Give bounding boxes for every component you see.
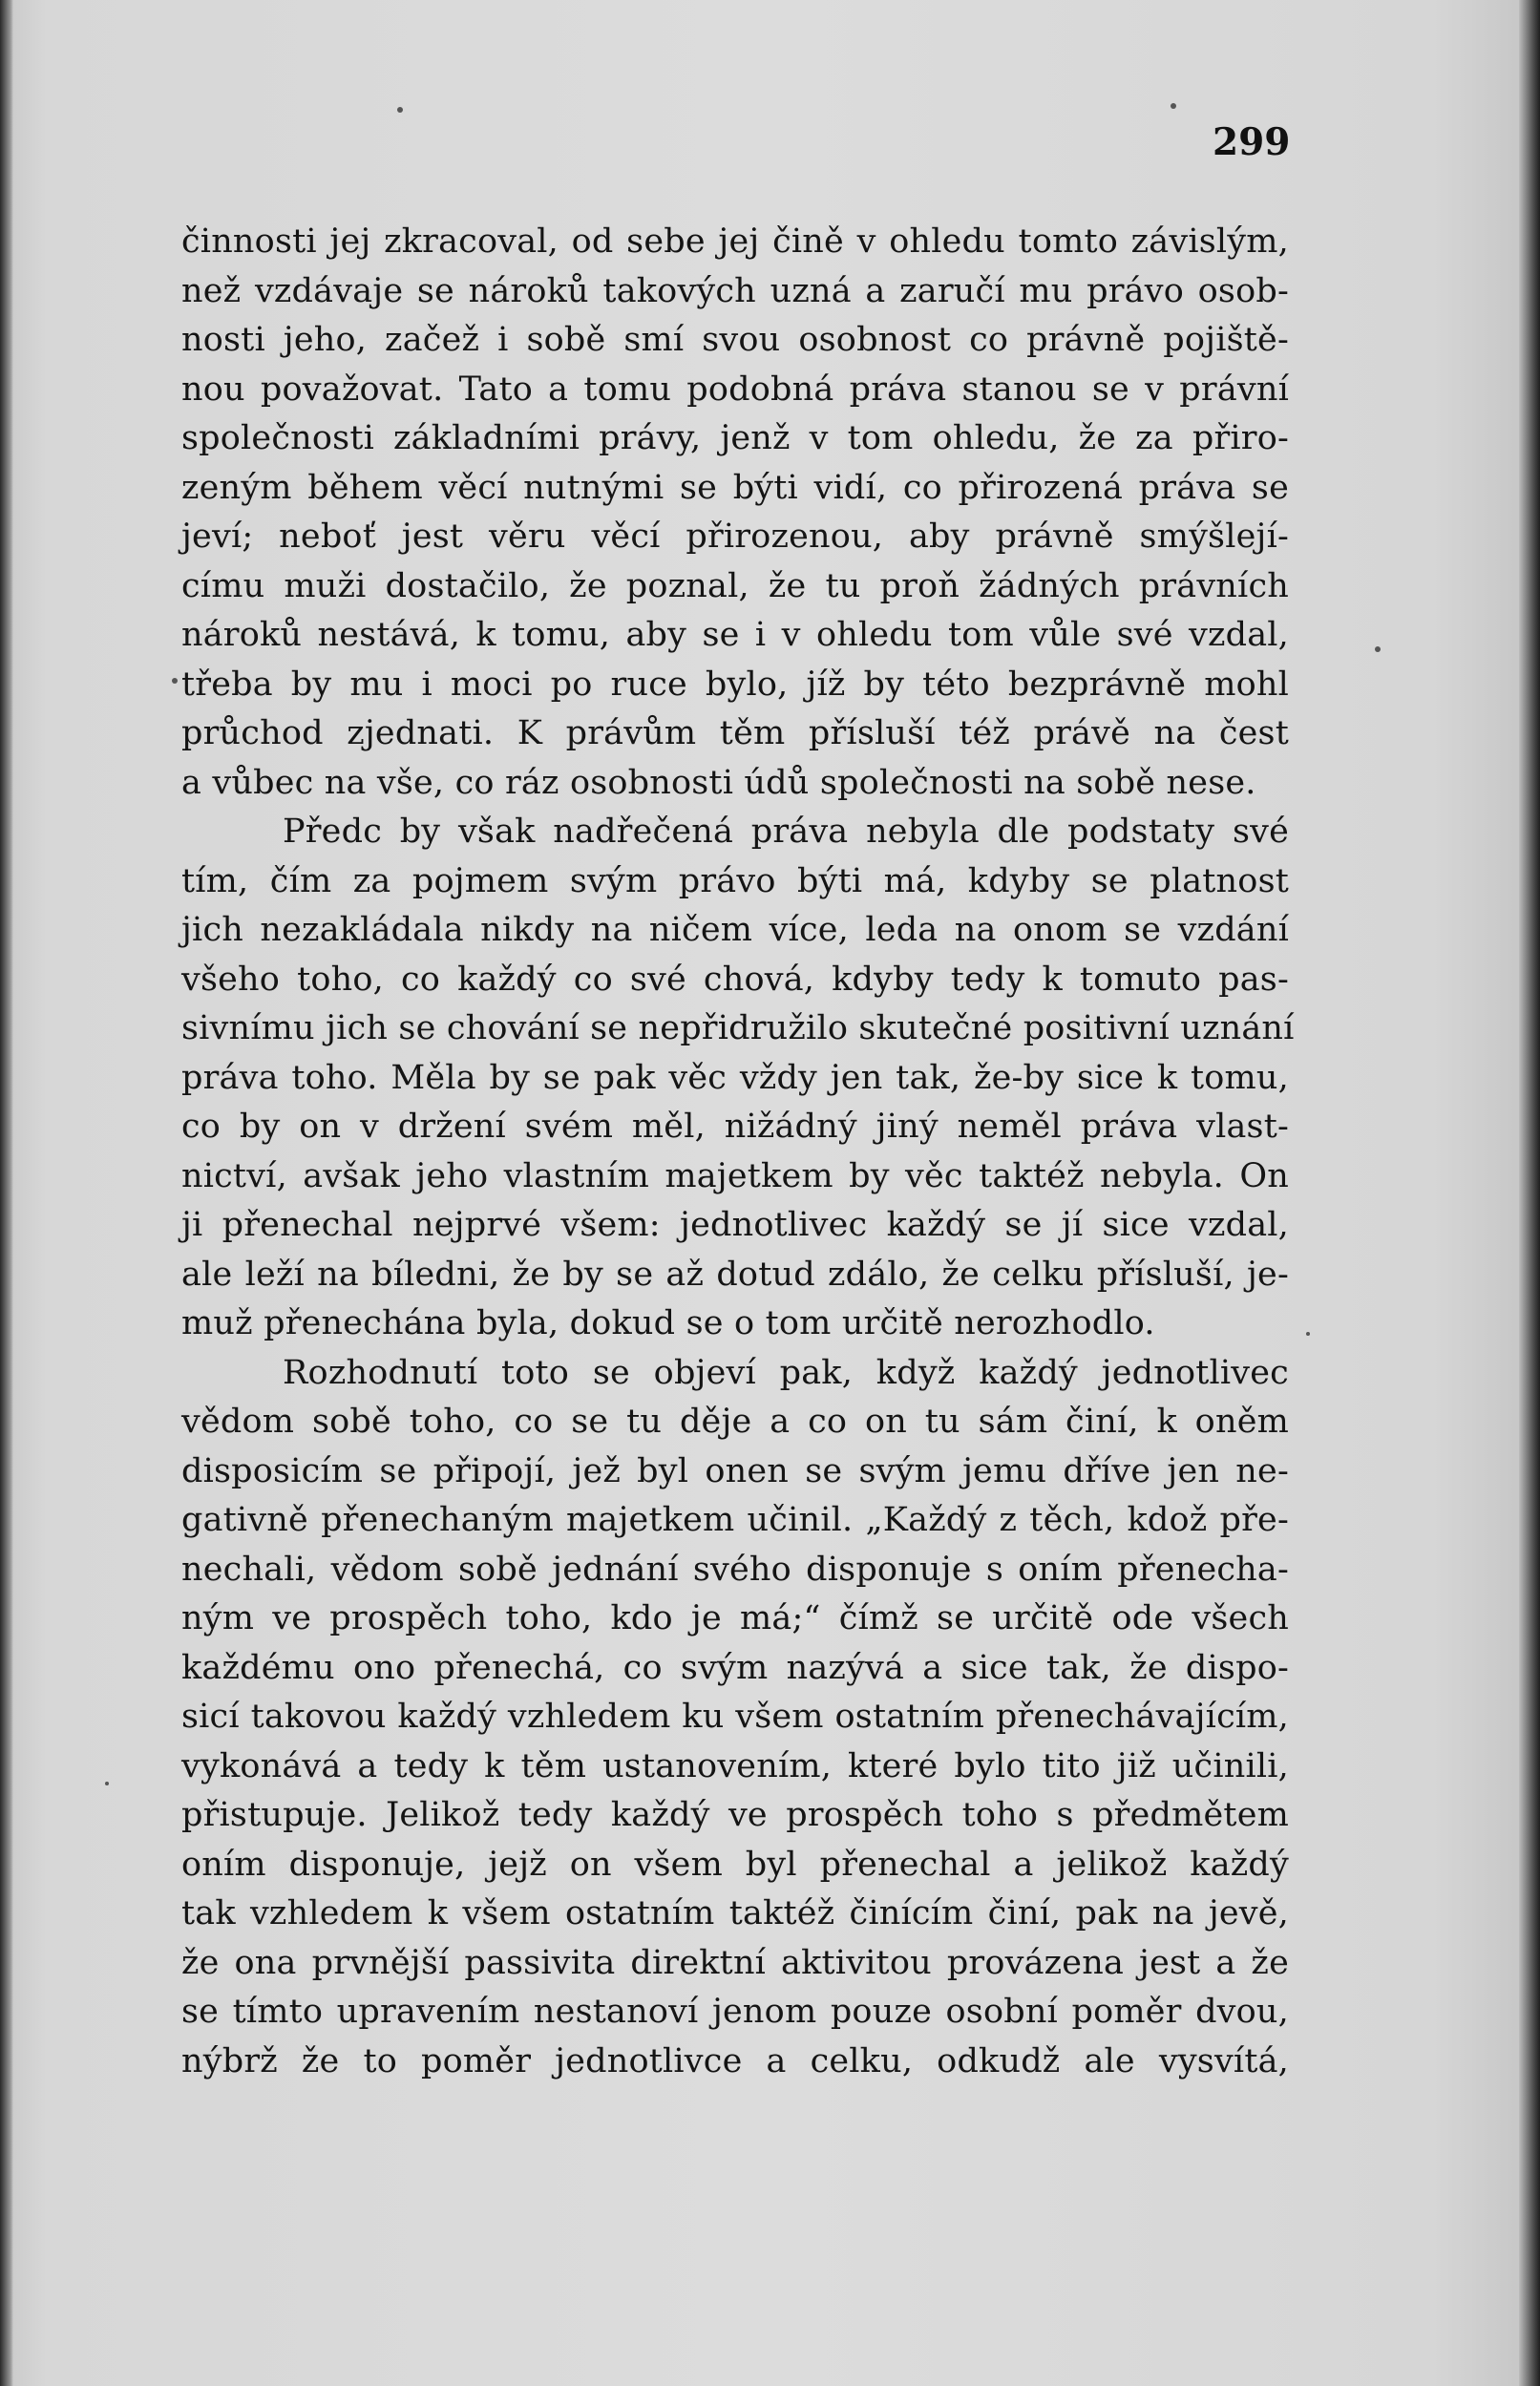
print-speck xyxy=(1171,103,1176,109)
text-line: nictví, avšak jeho vlastním majetkem by věc taktéž nebyla. On xyxy=(181,1156,1289,1195)
text-line: činnosti jej zkracoval, od sebe jej čině v ohledu tomto závislým, xyxy=(181,222,1289,261)
text-line: ale leží na bíledni, že by se až dotud zdálo, že celku přísluší, je- xyxy=(181,1255,1289,1294)
text-line: nároků nestává, k tomu, aby se i v ohledu tom vůle své vzdal, xyxy=(181,616,1289,654)
text-line: tak vzhledem k všem ostatním taktéž činícím činí, pak na jevě, xyxy=(181,1894,1289,1932)
text-line: oním disponuje, jejž on všem byl přenechal a jelikož každý xyxy=(181,1845,1289,1884)
text-line: třeba by mu i moci po ruce bylo, jíž by této bezprávně mohl xyxy=(181,665,1289,704)
text-line: každému ono přenechá, co svým nazývá a sice tak, že dispo- xyxy=(181,1648,1289,1687)
text-line: vědom sobě toho, co se tu děje a co on tu sám činí, k oněm xyxy=(181,1403,1289,1441)
text-line: jeví; neboť jest věru věcí přirozenou, aby právně smýšlejí- xyxy=(181,517,1289,556)
text-line: než vzdávaje se nároků takových uzná a zaručí mu právo osob- xyxy=(181,271,1289,310)
text-line: jich nezakládala nikdy na ničem více, leda na onom se vzdání xyxy=(181,911,1289,949)
text-line: címu muži dostačilo, že poznal, že tu proň žádných právních xyxy=(181,566,1289,605)
text-line: ji přenechal nejprvé všem: jednotlivec každý se jí sice vzdal, xyxy=(181,1206,1289,1244)
text-line: společnosti základními právy, jenž v tom ohledu, že za přiro- xyxy=(181,419,1289,457)
text-line: práva toho. Měla by se pak věc vždy jen tak, že-by sice k tomu, xyxy=(181,1058,1289,1097)
text-line: nýbrž že to poměr jednotlivce a celku, odkudž ale vysvítá, xyxy=(181,2041,1289,2080)
text-line: muž přenechána byla, dokud se o tom určitě nerozhodlo. xyxy=(181,1304,1155,1342)
page-right-edge xyxy=(1519,0,1540,2386)
text-line: nechali, vědom sobě jednání svého disponuje s oním přenecha- xyxy=(181,1550,1289,1589)
text-line: sicí takovou každý vzhledem ku všem ostatním přenechávajícím, xyxy=(181,1698,1289,1736)
print-speck xyxy=(397,107,403,113)
text-line: nou považovat. Tato a tomu podobná práva stanou se v právní xyxy=(181,370,1289,409)
text-line: všeho toho, co každý co své chová, kdyby tedy k tomuto pas- xyxy=(181,960,1289,999)
text-line: se tímto upravením nestanoví jenom pouze osobní poměr dvou, xyxy=(181,1993,1289,2031)
print-speck xyxy=(1375,646,1381,652)
text-line: sivnímu jich se chování se nepřidružilo skutečné positivní uznání xyxy=(181,1009,1295,1047)
print-speck xyxy=(1306,1332,1310,1336)
page-left-edge xyxy=(0,0,13,2386)
text-line: co by on v držení svém měl, nižádný jiný neměl práva vlast- xyxy=(181,1108,1289,1146)
text-line: Předc by však nadřečená práva nebyla dle podstaty své xyxy=(283,813,1289,851)
text-line: ným ve prospěch toho, kdo je má;“ čímž se určitě ode všech xyxy=(181,1599,1289,1637)
text-line: nosti jeho, začež i sobě smí svou osobnost co právně pojiště- xyxy=(181,321,1289,359)
text-line: Rozhodnutí toto se objeví pak, když každý jednotlivec xyxy=(283,1353,1289,1392)
text-line: disposicím se připojí, jež byl onen se svým jemu dříve jen ne- xyxy=(181,1451,1289,1490)
text-line: přistupuje. Jelikož tedy každý ve prospěch toho s předmětem xyxy=(181,1796,1289,1834)
body-text xyxy=(181,218,1295,2086)
text-line: tím, čím za pojmem svým právo býti má, kdyby se platnost xyxy=(181,861,1289,900)
text-line: zeným během věcí nutnými se býti vidí, co přirozená práva se xyxy=(181,468,1289,507)
text-line: gativně přenechaným majetkem učinil. „Každý z těch, kdož pře- xyxy=(181,1501,1289,1539)
print-speck xyxy=(105,1782,109,1785)
text-line: průchod zjednati. K právům těm přísluší též právě na čest xyxy=(181,714,1289,752)
print-speck xyxy=(172,678,178,684)
text-line: a vůbec na vše, co ráz osobnosti údů společnosti na sobě nese. xyxy=(181,763,1256,802)
page-number: 299 xyxy=(1213,120,1291,164)
text-line: že ona prvnější passivita direktní aktivitou provázena jest a že xyxy=(181,1943,1289,1982)
text-line: vykonává a tedy k těm ustanovením, které bylo tito již učinili, xyxy=(181,1746,1289,1785)
